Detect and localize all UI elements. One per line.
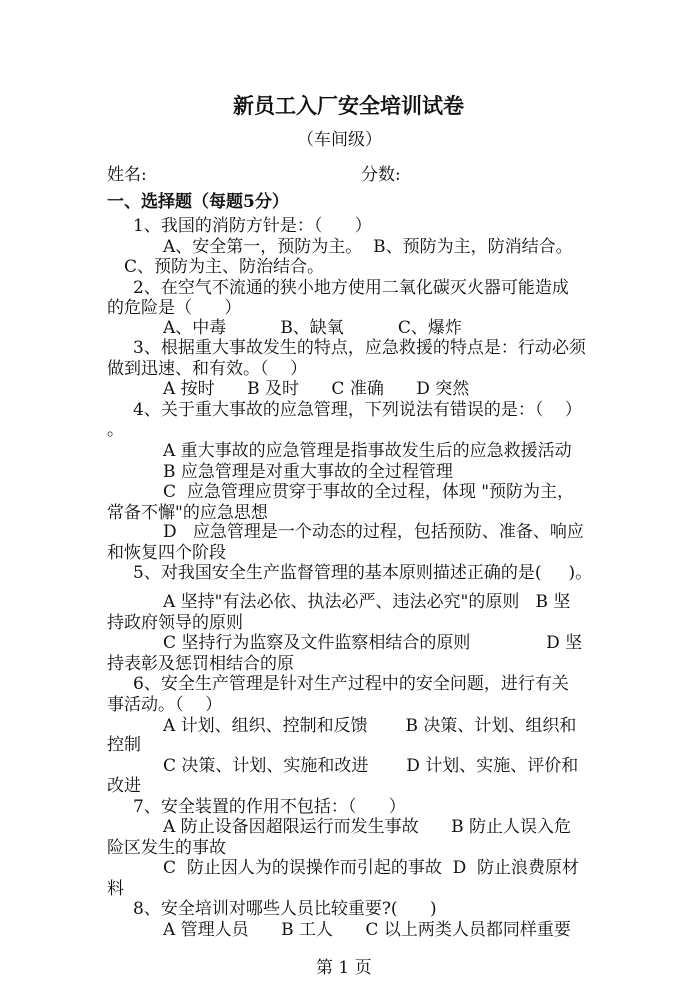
question-line: 1、我国的消防方针是：（ ）	[133, 216, 372, 236]
section-heading: 一、选择题（每题5分）	[107, 192, 289, 212]
option-line: A 防止设备因超限运行而发生事故 B 防止人误入危	[163, 817, 571, 837]
option-line: C 应急管理应贯穿于事故的全过程，体现 "预防为主，	[163, 482, 575, 502]
option-line: A 计划、组织、控制和反馈 B 决策、计划、组织和	[163, 716, 577, 736]
option-line: 持表彰及惩罚相结合的原	[107, 654, 294, 674]
option-line: 改进	[107, 776, 141, 796]
option-line: 险区发生的事故	[107, 838, 226, 858]
name-label: 姓名:	[107, 165, 147, 185]
question-line: 6、安全生产管理是针对生产过程中的安全问题，进行有关	[133, 674, 569, 694]
option-line: 。	[107, 420, 124, 440]
question-line: 3、根据重大事故发生的特点，应急救援的特点是：行动必须	[133, 338, 586, 358]
option-line: A 重大事故的应急管理是指事故发生后的应急救援活动	[163, 441, 572, 461]
option-line: A 坚持"有法必依、执法必严、违法必究"的原则 B 坚	[163, 592, 571, 612]
option-line: 控制	[107, 735, 141, 755]
option-line: A、安全第一，预防为主。 B、预防为主，防消结合。	[163, 237, 573, 257]
option-line: 和恢复四个阶段	[107, 543, 226, 563]
option-line: A、中毒 B、缺氧 C、爆炸	[163, 318, 462, 338]
option-line: 料	[107, 879, 124, 899]
question-line: 4、关于重大事故的应急管理，下列说法有错误的是：（ ）	[133, 400, 582, 420]
option-line: A 按时 B 及时 C 准确 D 突然	[163, 379, 470, 399]
option-line: C 防止因人为的误操作而引起的事故 D 防止浪费原材	[163, 858, 580, 878]
option-line: 常备不懈"的应急思想	[107, 503, 268, 523]
option-line: 持政府领导的原则	[107, 613, 243, 633]
page-number: 第 1 页	[316, 958, 372, 978]
page-title: 新员工入厂安全培训试卷	[233, 94, 464, 118]
question-line: 2、在空气不流通的狭小地方使用二氧化碳灭火器可能造成	[133, 278, 569, 298]
option-line: A 管理人员 B 工人 C 以上两类人员都同样重要	[163, 920, 571, 940]
option-line: C、预防为主、防治结合。	[124, 257, 325, 277]
question-line: 8、安全培训对哪些人员比较重要?( )	[133, 899, 437, 919]
question-line: 5、对我国安全生产监督管理的基本原则描述正确的是( )。	[133, 563, 593, 583]
option-line: 的危险是（ ）	[107, 298, 242, 318]
question-line: 7、安全装置的作用不包括：（ ）	[133, 797, 406, 817]
page-subtitle: （车间级）	[297, 130, 382, 150]
option-line: D 应急管理是一个动态的过程，包括预防、准备、响应	[163, 522, 584, 542]
option-line: B 应急管理是对重大事故的全过程管理	[163, 462, 453, 482]
option-line: 做到迅速、和有效。（ ）	[107, 359, 308, 379]
option-line: C 决策、计划、实施和改进 D 计划、实施、评价和	[163, 756, 579, 776]
option-line: 事活动。（ ）	[107, 695, 223, 715]
option-line: C 坚持行为监察及文件监察相结合的原则 D 坚	[163, 633, 583, 653]
score-label: 分数:	[361, 165, 401, 185]
